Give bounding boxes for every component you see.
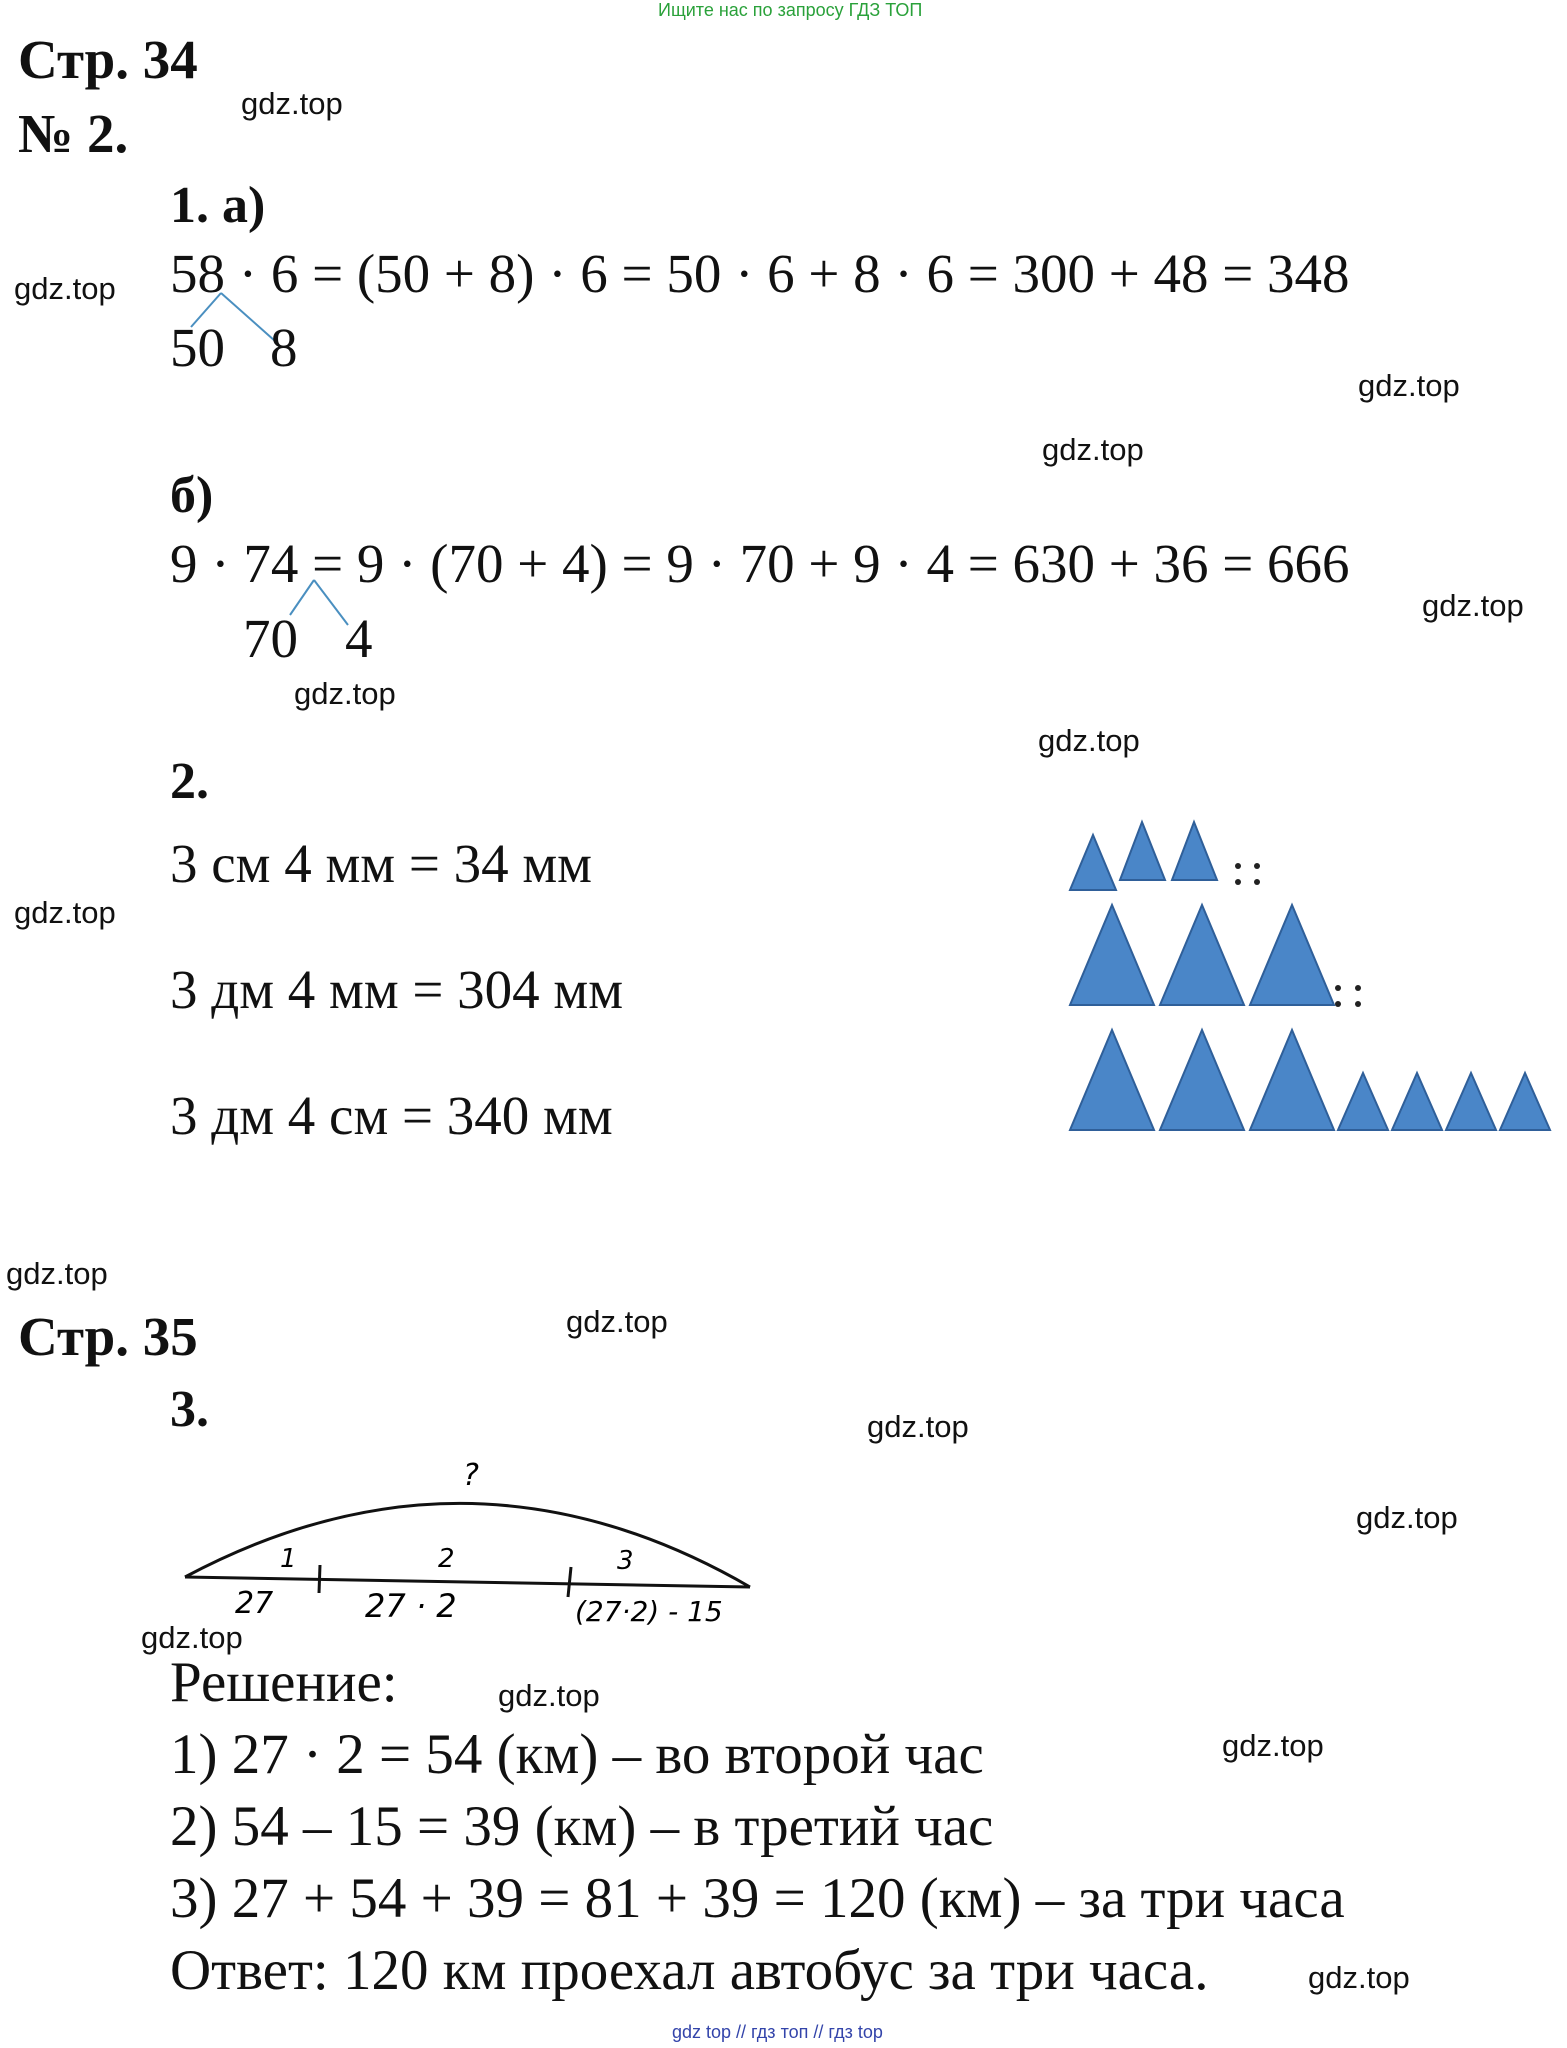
- dots-row-1: [1235, 863, 1260, 885]
- conversion-row-1: 3 см 4 мм = 34 мм: [170, 833, 592, 894]
- small-triangle-icon: [1070, 835, 1116, 890]
- segment-number-3: 3: [617, 1546, 634, 1576]
- page-title-35: Стр. 35: [18, 1306, 198, 1367]
- tick-2: [568, 1567, 571, 1597]
- watermark: gdz.top: [1358, 368, 1460, 403]
- solution-heading: Решение:: [170, 1651, 398, 1714]
- watermark: gdz.top: [1308, 1960, 1410, 1995]
- watermark: gdz.top: [498, 1678, 600, 1713]
- big-triangle-icon: [1070, 1030, 1154, 1130]
- big-triangle-icon: [1160, 1030, 1244, 1130]
- watermark: gdz.top: [294, 676, 396, 711]
- footer-note: gdz top // гдз топ // гдз top: [672, 2022, 883, 2042]
- watermark: gdz.top: [867, 1409, 969, 1444]
- watermark: gdz.top: [566, 1304, 668, 1339]
- triangle-model: [1060, 800, 1565, 1140]
- equation-1b: 9 · 74 = 9 · (70 + 4) = 9 · 70 + 9 · 4 = 630 + 36 = 666: [170, 533, 1350, 594]
- page-title-34: Стр. 34: [18, 29, 198, 90]
- exercise-number: № 2.: [18, 103, 129, 164]
- split-left-1b: 70: [243, 608, 298, 669]
- segment-number-2: 2: [438, 1544, 455, 1574]
- big-triangle-icon: [1250, 1030, 1334, 1130]
- split-left-1a: 50: [170, 317, 225, 378]
- solution-step-1: 1) 27 · 2 = 54 (км) – во второй час: [170, 1723, 984, 1786]
- segment-diagram: [180, 1455, 770, 1635]
- segment-value-1: 27: [235, 1586, 274, 1621]
- split-right-1a: 8: [270, 317, 298, 378]
- triangle-row-2: [1070, 905, 1334, 1005]
- small-triangle-icon: [1338, 1073, 1388, 1130]
- segment-value-3: (27·2) - 15: [575, 1595, 723, 1628]
- watermark: gdz.top: [1222, 1728, 1324, 1763]
- big-triangle-icon: [1250, 905, 1334, 1005]
- big-triangle-icon: [1070, 905, 1154, 1005]
- watermark: gdz.top: [1042, 432, 1144, 467]
- big-triangle-icon: [1160, 905, 1244, 1005]
- watermark: gdz.top: [141, 1620, 243, 1655]
- solution-step-3: 3) 27 + 54 + 39 = 81 + 39 = 120 (км) – за три часа: [170, 1867, 1345, 1930]
- total-arc: [185, 1503, 750, 1587]
- triangle-row-3: [1070, 1030, 1550, 1130]
- part-1b-label: б): [170, 467, 214, 524]
- header-note: Ищите нас по запросу ГДЗ ТОП: [658, 0, 923, 20]
- small-triangle-icon: [1392, 1073, 1442, 1130]
- watermark: gdz.top: [14, 895, 116, 930]
- question-label: ?: [463, 1458, 479, 1493]
- watermark: gdz.top: [14, 271, 116, 306]
- watermark: gdz.top: [241, 86, 343, 121]
- watermark: gdz.top: [1422, 588, 1524, 623]
- part-2-label: 2.: [170, 753, 209, 810]
- watermark: gdz.top: [1356, 1500, 1458, 1535]
- split-right-1b: 4: [345, 608, 373, 669]
- small-triangle-icon: [1172, 822, 1217, 880]
- small-triangle-icon: [1500, 1073, 1550, 1130]
- watermark: gdz.top: [6, 1256, 108, 1291]
- triangle-row-1: [1070, 822, 1217, 890]
- segment-value-2: 27 · 2: [365, 1587, 457, 1625]
- task-3-label: 3.: [170, 1381, 209, 1438]
- small-triangle-icon: [1120, 822, 1165, 880]
- conversion-row-2: 3 дм 4 мм = 304 мм: [170, 959, 624, 1020]
- answer-line: Ответ: 120 км проехал автобус за три часа.: [170, 1939, 1209, 2002]
- equation-1a: 58 · 6 = (50 + 8) · 6 = 50 · 6 + 8 · 6 = 300 + 48 = 348: [170, 243, 1350, 304]
- watermark: gdz.top: [1038, 723, 1140, 758]
- part-1a-label: 1. а): [170, 177, 266, 234]
- conversion-row-3: 3 дм 4 см = 340 мм: [170, 1085, 613, 1146]
- solution-step-2: 2) 54 – 15 = 39 (км) – в третий час: [170, 1795, 994, 1858]
- tick-1: [319, 1565, 320, 1593]
- small-triangle-icon: [1446, 1073, 1496, 1130]
- dots-row-2: [1335, 985, 1361, 1007]
- segment-number-1: 1: [280, 1544, 297, 1574]
